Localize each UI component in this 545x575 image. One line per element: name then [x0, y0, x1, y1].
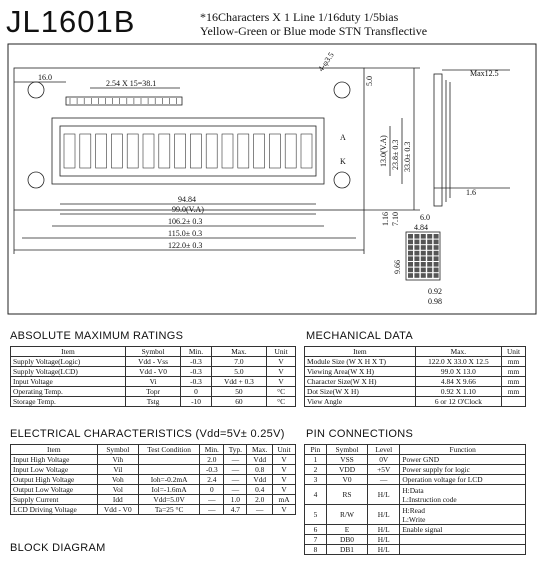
table-row: View Angle 6 or 12 O'Clock	[305, 397, 526, 407]
char-dot	[421, 262, 426, 267]
mechanical-drawing	[0, 42, 545, 317]
char-dot	[408, 245, 413, 250]
char-dot	[427, 273, 432, 278]
table-row: Supply Current Idd Vdd=5.0V — 1.0 2.0 mA	[11, 495, 296, 505]
char-dot	[421, 256, 426, 261]
dim-23: 23.8± 0.3	[391, 139, 400, 170]
char-dot	[414, 268, 419, 273]
abs-table: Item Symbol Min. Max. Unit Supply Voltage(Logic) Vdd - Vss -0.3 7.0 V Supply Voltage(LCD) Vdd - V0 -0.3 5.0 V Input Voltage Vi -0.3 Vdd + 0.3 V Operating Temp. Topr 0 50 °C Storage Temp. Tstg -10 60 °C	[10, 346, 296, 407]
char-cell	[175, 134, 186, 168]
char-dot	[421, 240, 426, 245]
char-dot	[408, 273, 413, 278]
dim-116: 1.16	[381, 212, 390, 226]
mech-title: MECHANICAL DATA	[306, 330, 413, 342]
char-dot	[408, 240, 413, 245]
char-cell	[96, 134, 107, 168]
subtitle-line1: *16Characters X 1 Line 1/16duty 1/5bias	[200, 10, 399, 24]
char-dot	[421, 245, 426, 250]
char-dot	[434, 234, 439, 239]
char-cell	[190, 134, 201, 168]
char-dot	[408, 251, 413, 256]
table-row: Output High Voltage Voh Ioh=-0.2mA 2.4 — Vdd V	[11, 475, 296, 485]
table-row: Storage Temp. Tstg -10 60 °C	[11, 397, 296, 407]
char-dot	[434, 268, 439, 273]
table-row: Viewing Area(W X H) 99.0 X 13.0 mm	[305, 367, 526, 377]
char-dot	[414, 262, 419, 267]
table-row: Input High Voltage Vih 2.0 — Vdd V	[11, 455, 296, 465]
dim-106: 106.2± 0.3	[168, 217, 203, 226]
dim-hole: 4-φ3.5	[316, 50, 336, 74]
table-row: Operating Temp. Topr 0 50 °C	[11, 387, 296, 397]
char-cell	[80, 134, 91, 168]
dim-1-6: 1.6	[466, 188, 476, 197]
table-row: 4 RS H/L H:Data L:Instruction code	[305, 485, 526, 505]
char-cell	[111, 134, 122, 168]
char-dot	[421, 234, 426, 239]
char-cell	[254, 134, 265, 168]
char-cell	[238, 134, 249, 168]
pin-a-label: A	[340, 133, 346, 142]
char-dot	[414, 256, 419, 261]
table-row: Character Size(W X H) 4.84 X 9.66 mm	[305, 377, 526, 387]
elec-table: Item Symbol Test Condition Min. Typ. Max. Unit Input High Voltage Vih 2.0 — Vdd V Input Low Voltage Vil -0.3 — 0.8 V Output High Voltage Voh Ioh=-0.2mA 2.4 — Vdd V Output Low Voltage Vol Iol=-1.6mA 0 — 0.4 V Supply Current Idd Vdd=5.0V — 1.0 2.0 mA LCD Driving Voltage Vdd - V0 Ta=25 °C — 4.7 — V	[10, 444, 296, 515]
char-dot	[427, 245, 432, 250]
table-row: 8 DB1 H/L	[305, 545, 526, 555]
char-dot	[434, 262, 439, 267]
dim-098: 0.98	[428, 297, 442, 306]
char-dot	[434, 240, 439, 245]
dim-9484: 94.84	[178, 195, 196, 204]
table-row: 2 VDD +5V Power supply for logic	[305, 465, 526, 475]
char-dot	[414, 251, 419, 256]
char-dot	[421, 273, 426, 278]
table-row: 3 V0 — Operation voltage for LCD	[305, 475, 526, 485]
dim-710: 7.10	[391, 212, 400, 226]
pin-table: Pin Symbol Level Function 1 VSS 0V Power GND 2 VDD +5V Power supply for logic 3 V0 — Operation voltage for LCD 4 RS H/L H:Data L:Instruction code 5 R/W H/L H:Read L:Write 6 E H/L Enable signal 7 DB0 H/L 8 DB1 H/L	[304, 444, 526, 555]
subtitle-line2: Yellow-Green or Blue mode STN Transflective	[200, 24, 428, 38]
char-cell	[285, 134, 296, 168]
block-title: BLOCK DIAGRAM	[10, 542, 106, 554]
table-row: LCD Driving Voltage Vdd - V0 Ta=25 °C — 4.7 — V	[11, 505, 296, 515]
elec-title: ELECTRICAL CHARACTERISTICS (Vdd=5V± 0.25V)	[10, 428, 285, 440]
dim-122: 122.0± 0.3	[168, 241, 203, 250]
char-cell	[127, 134, 138, 168]
char-dot	[414, 240, 419, 245]
pin-k-label: K	[340, 157, 346, 166]
dim-092: 0.92	[428, 287, 442, 296]
char-dot	[434, 245, 439, 250]
table-row: 6 E H/L Enable signal	[305, 525, 526, 535]
char-dot	[427, 256, 432, 261]
char-cell	[159, 134, 170, 168]
table-row: Input Voltage Vi -0.3 Vdd + 0.3 V	[11, 377, 296, 387]
char-dot	[427, 268, 432, 273]
table-row: 7 DB0 H/L	[305, 535, 526, 545]
table-row: Dot Size(W X H) 0.92 X 1.10 mm	[305, 387, 526, 397]
pin-title: PIN CONNECTIONS	[306, 428, 414, 440]
char-dot	[408, 268, 413, 273]
char-dot	[408, 256, 413, 261]
dim-99: 99.0(V.A)	[172, 205, 204, 214]
char-cell	[206, 134, 217, 168]
table-row: 5 R/W H/L H:Read L:Write	[305, 505, 526, 525]
char-dot	[408, 262, 413, 267]
char-dot	[427, 240, 432, 245]
dim-966: 9.66	[393, 260, 402, 274]
char-dot	[434, 256, 439, 261]
char-dot	[414, 245, 419, 250]
char-dot	[421, 268, 426, 273]
dim-va-height: 13.0(V.A)	[379, 135, 388, 167]
table-row: Module Size (W X H X T) 122.0 X 33.0 X 12.5 mm	[305, 357, 526, 367]
dim-pitch: 2.54 X 15=38.1	[106, 79, 157, 88]
char-dot	[414, 273, 419, 278]
dim-115: 115.0± 0.3	[168, 229, 203, 238]
char-dot	[408, 234, 413, 239]
char-dot	[427, 251, 432, 256]
table-row: Supply Voltage(LCD) Vdd - V0 -0.3 5.0 V	[11, 367, 296, 377]
dim-5: 5.0	[365, 76, 374, 86]
mech-table: Item Max. Unit Module Size (W X H X T) 122.0 X 33.0 X 12.5 mm Viewing Area(W X H) 99.0 X 13.0 mm Character Size(W X H) 4.84 X 9.66 mm Dot Size(W X H) 0.92 X 1.10 mm View Angle 6 or 12 O'Clock	[304, 346, 526, 407]
model-title: JL1601B	[6, 4, 136, 39]
char-cell	[64, 134, 75, 168]
char-dot	[434, 273, 439, 278]
char-dot	[421, 251, 426, 256]
dim-33: 33.0± 0.3	[403, 141, 412, 172]
char-dot	[414, 234, 419, 239]
dim-6: 6.0	[420, 213, 430, 222]
char-dot	[427, 262, 432, 267]
table-row: Input Low Voltage Vil -0.3 — 0.8 V	[11, 465, 296, 475]
dim-max: Max12.5	[470, 69, 499, 78]
char-cell	[269, 134, 280, 168]
table-row: 1 VSS 0V Power GND	[305, 455, 526, 465]
dim-484: 4.84	[414, 223, 428, 232]
table-row: Output Low Voltage Vol Iol=-1.6mA 0 — 0.4 V	[11, 485, 296, 495]
char-dot	[427, 234, 432, 239]
char-cell	[222, 134, 233, 168]
dim-16: 16.0	[38, 73, 52, 82]
table-row: Supply Voltage(Logic) Vdd - Vss -0.3 7.0 V	[11, 357, 296, 367]
abs-title: ABSOLUTE MAXIMUM RATINGS	[10, 330, 184, 342]
char-cell	[301, 134, 312, 168]
char-dot	[434, 251, 439, 256]
char-cell	[143, 134, 154, 168]
